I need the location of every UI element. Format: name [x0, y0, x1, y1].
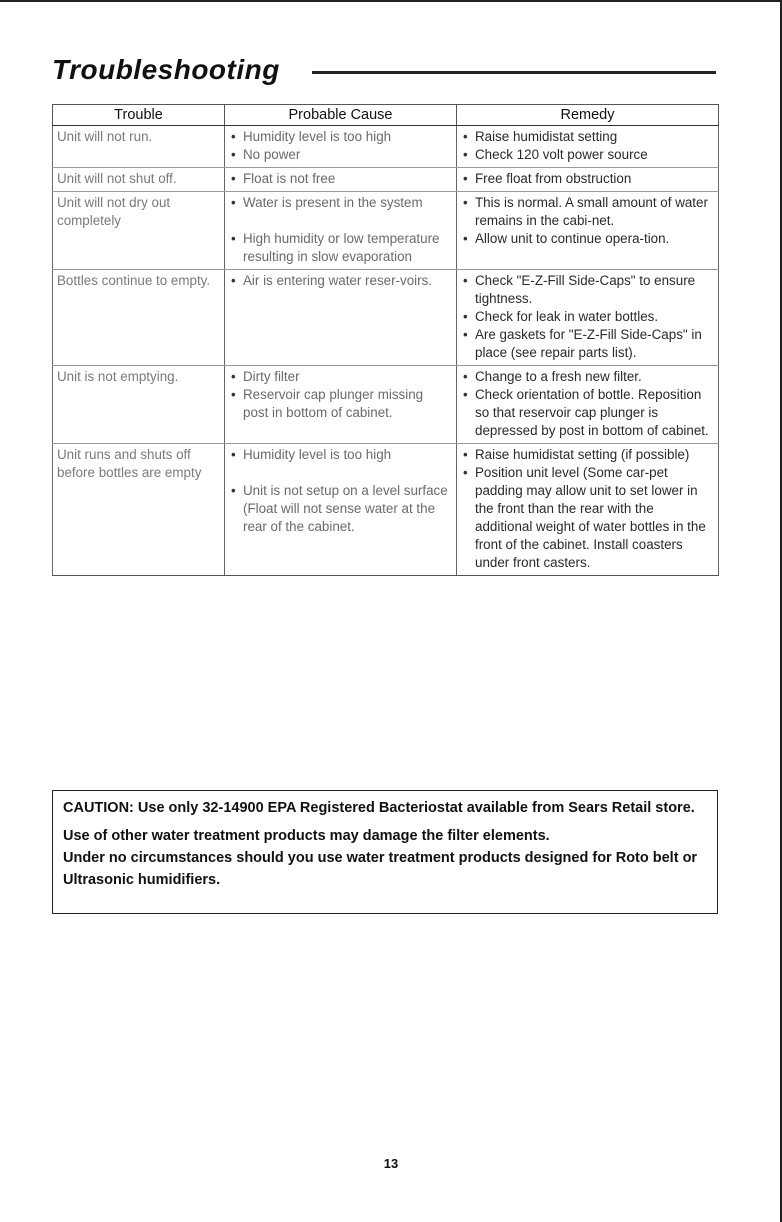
remedy-item: • Free float from obstruction [463, 171, 632, 186]
remedy-item: • Check orientation of bottle. Reposition so that reservoir cap plunger is depressed by post in bottom of cabinet. [463, 387, 709, 438]
trouble-cell: Unit will not shut off. [53, 168, 225, 192]
remedy-item: • This is normal. A small amount of water remains in the cabi-net. [463, 195, 708, 228]
remedy-item: • Check "E-Z-Fill Side-Caps" to ensure tightness. [463, 273, 696, 306]
cause-cell [225, 126, 457, 168]
cause-item: • Reservoir cap plunger missing post in bottom of cabinet. [231, 387, 424, 420]
remedy-item: • Raise humidistat setting [463, 129, 618, 144]
trouble-cell: Bottles continue to empty. [53, 270, 225, 366]
troubleshooting-table [52, 104, 719, 576]
remedy-cell [457, 444, 719, 576]
header-trouble: Trouble [53, 105, 225, 126]
cause-item: • Water is present in the system [231, 195, 423, 210]
remedy-cell [457, 366, 719, 444]
cause-item: • Humidity level is too high [231, 447, 392, 462]
trouble-cell: Unit runs and shuts off before bottles are empty [53, 444, 225, 576]
cause-item: • Air is entering water reser-voirs. [231, 273, 433, 288]
cause-item: • Float is not free [231, 171, 336, 186]
cause-cell [225, 444, 457, 576]
table-row [53, 270, 719, 366]
table-header-row [53, 105, 719, 126]
cause-item: • Humidity level is too high [231, 129, 392, 144]
page-title: Troubleshooting [52, 54, 280, 85]
cause-cell [225, 270, 457, 366]
remedy-cell [457, 192, 719, 270]
page-border-top [0, 0, 782, 2]
cause-cell [225, 168, 457, 192]
remedy-item: • Raise humidistat setting (if possible) [463, 447, 690, 462]
remedy-item: • Are gaskets for "E-Z-Fill Side-Caps" in place (see repair parts list). [463, 327, 702, 360]
caution-box [52, 790, 718, 914]
cause-cell [225, 192, 457, 270]
cause-item: • No power [231, 147, 301, 162]
table-row [53, 366, 719, 444]
caution-text: Use of other water treatment products may damage the filter elements. [63, 828, 550, 844]
remedy-cell [457, 126, 719, 168]
table-row [53, 126, 719, 168]
table-row [53, 168, 719, 192]
remedy-item: • Check for leak in water bottles. [463, 309, 659, 324]
trouble-cell: Unit will not dry out completely [53, 192, 225, 270]
header-remedy: Remedy [457, 105, 719, 126]
cause-item: • Dirty filter [231, 369, 300, 384]
remedy-item: • Position unit level (Some car-pet padding may allow unit to set lower in the front than the rear with the additional weight of water bottles in the front of the cabinet. Install coasters under front casters. [463, 465, 706, 570]
page-number: 13 [383, 1156, 399, 1171]
cause-item: • High humidity or low temperature resulting in slow evaporation [231, 231, 440, 264]
title-rule [312, 71, 716, 74]
trouble-cell: Unit will not run. [53, 126, 225, 168]
caution-text: CAUTION: Use only 32-14900 EPA Registered Bacteriostat available from Sears Retail store. [63, 800, 695, 816]
cause-item: • Unit is not setup on a level surface (Float will not sense water at the rear of the cabinet. [231, 483, 448, 534]
header-probable-cause: Probable Cause [225, 105, 457, 126]
table-row [53, 192, 719, 270]
table-row [53, 444, 719, 576]
remedy-cell [457, 168, 719, 192]
cause-cell [225, 366, 457, 444]
remedy-item: • Change to a fresh new filter. [463, 369, 642, 384]
remedy-item: • Check 120 volt power source [463, 147, 648, 162]
remedy-cell [457, 270, 719, 366]
trouble-cell: Unit is not emptying. [53, 366, 225, 444]
caution-text: Under no circumstances should you use water treatment products designed for Roto belt or Ultrasonic humidifiers. [63, 850, 698, 888]
remedy-item: • Allow unit to continue opera-tion. [463, 231, 670, 246]
